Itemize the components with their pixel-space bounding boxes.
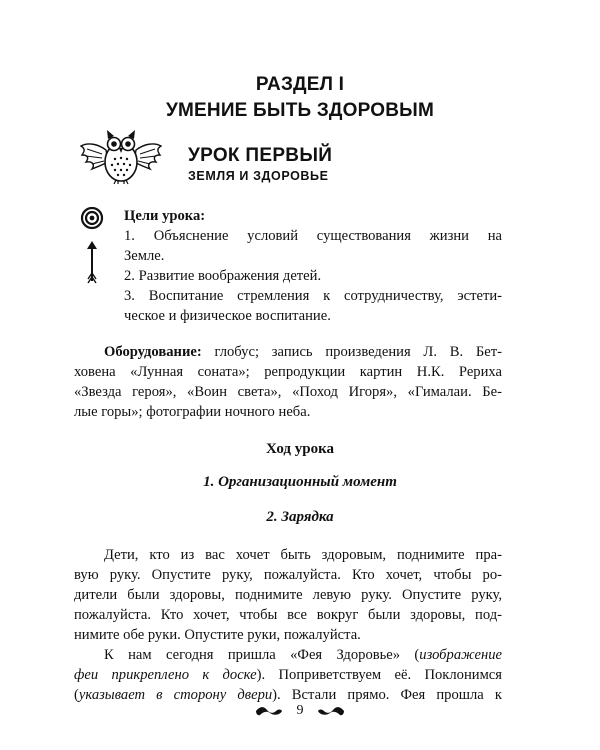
fairy-line: (указывает в сторону двери). Встали прямо. Фея прошла к [74, 687, 502, 703]
equipment-label: Оборудование: [104, 344, 202, 360]
owl-icon [80, 124, 162, 186]
course-heading: Ход урока [265, 441, 335, 457]
goals-line: Земле. [124, 248, 165, 264]
goals-line: 3. Воспитание стремления к сотрудничеству, эстети- [124, 288, 502, 304]
target-arrow-icon [80, 207, 108, 287]
exercise-line: вую руку. Опустите руку, пожалуйста. Кто хочет, чтобы ро- [74, 567, 502, 583]
equipment-line: Оборудование: глобус; запись произведения Л. В. Бет- [104, 344, 502, 360]
section-title: УМЕНИЕ БЫТЬ ЗДОРОВЫМ [165, 100, 434, 121]
exercise-line: Дети, кто из вас хочет быть здоровым, поднимите пра- [104, 547, 502, 563]
goals-line: 2. Развитие воображения детей. [124, 268, 322, 284]
ornament-right-icon [316, 705, 346, 717]
exercise-line: нимите обе руки. Опустите руки, пожалуйста. [74, 627, 361, 643]
equipment-line: ховена «Лунная соната»; репродукции картин Н.К. Рериха [74, 364, 502, 380]
goals-heading: Цели урока: [124, 208, 206, 224]
equipment-line: «Звезда героя», «Воин света», «Поход Игоря», «Гималаи. Бе- [74, 384, 502, 400]
page-footer [0, 703, 600, 719]
step-heading: 2. Зарядка [266, 509, 334, 525]
page-number: 9 [296, 703, 304, 718]
fairy-line: К нам сегодня пришла «Фея Здоровье» (изображение [104, 647, 502, 663]
exercise-line: дители были здоровы, поднимите левую руку. Опустите руку, [74, 587, 502, 603]
section-label: РАЗДЕЛ I [255, 74, 345, 95]
lesson-subtitle: ЗЕМЛЯ И ЗДОРОВЬЕ [188, 169, 329, 183]
ornament-left-icon [254, 705, 284, 717]
goals-line: ческое и физическое воспитание. [124, 308, 331, 324]
lesson-title: УРОК ПЕРВЫЙ [188, 145, 333, 166]
goals-line: 1. Объяснение условий существования жизни на [124, 228, 502, 244]
fairy-line: феи прикреплено к доске). Поприветствуем её. Поклонимся [74, 667, 502, 683]
equipment-line: лые горы»; фотографии ночного неба. [74, 404, 311, 420]
exercise-line: пожалуйста. Кто хочет, чтобы все вокруг были здоровы, под- [74, 607, 502, 623]
step-heading: 1. Организационный момент [203, 474, 397, 490]
